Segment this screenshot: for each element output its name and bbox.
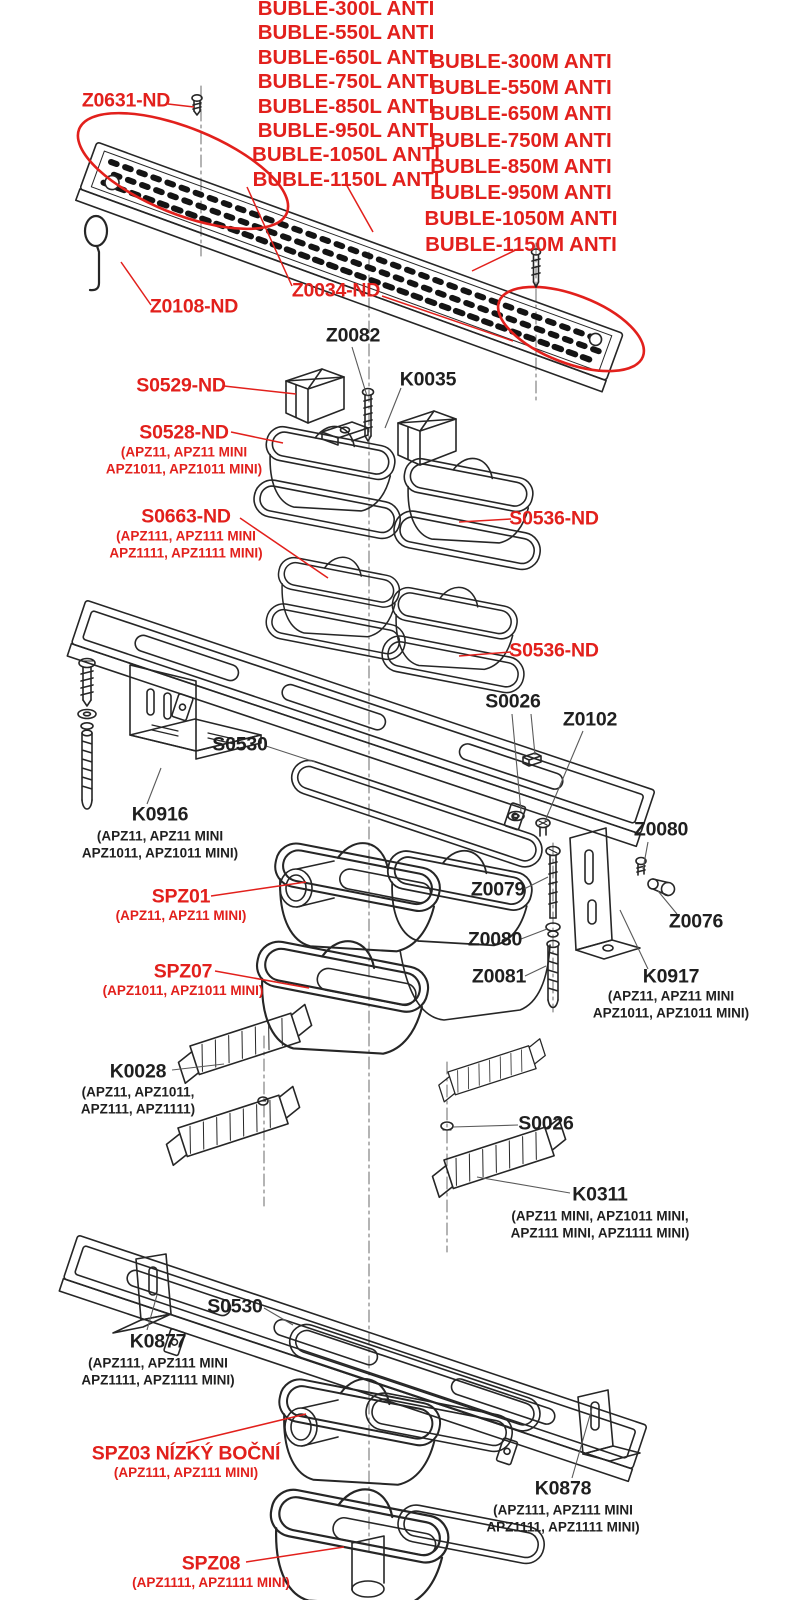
catalog-item: BUBLE-950L ANTI [257,119,435,143]
part-label-subline: (APZ111, APZ111 MINI [493,1502,633,1518]
part-label-z0080-2: Z0080 [467,928,523,951]
leader-line-s0663-nd [240,518,328,578]
leader-line-k0035 [385,388,401,428]
catalog-item: BUBLE-650L ANTI [257,45,435,69]
part-label-subline: APZ1111, APZ1111 MINI) [486,1519,640,1534]
leader-line-s0026-1b [531,714,535,755]
leader-line-z0034-nd-b [382,296,513,341]
leader-line-z0076 [658,891,677,914]
leader-line-z0034-nd-a [247,187,292,286]
part-label-subline: APZ1111, APZ1111 MINI) [81,1372,235,1387]
part-label-z0034-nd: Z0034-ND [291,279,381,302]
leader-line-z0081 [525,966,546,976]
leader-line-s0528-nd [231,432,283,443]
part-label-subline: (APZ11, APZ11 MINI [96,828,224,844]
leader-line-spz01 [211,882,306,896]
part-label-spz08: SPZ08 [181,1552,241,1575]
leader-line-s0530-1 [266,746,315,762]
catalog-item: BUBLE-850M ANTI [430,154,612,178]
leader-line-z0102 [545,731,583,821]
catalog-list-buble-m [425,49,618,259]
part-label-z0082: Z0082 [325,324,381,347]
part-label-s0026-1: S0026 [485,690,541,713]
catalog-item: BUBLE-550L ANTI [257,21,435,45]
part-label-s0528-nd: S0528-ND [139,421,229,444]
leader-line-s0026-1a [512,714,521,812]
part-label-z0631-nd: Z0631-ND [81,89,171,112]
part-label-s0530-1: S0530 [212,733,268,756]
catalog-item: BUBLE-1050L ANTI [252,143,440,167]
part-label-s0663-nd: S0663-ND [141,505,231,528]
catalog-item: BUBLE-950M ANTI [430,181,612,205]
part-label-subline: (APZ11 MINI, APZ1011 MINI, [511,1208,689,1224]
part-label-z0081: Z0081 [471,965,527,988]
leader-line-k0311 [477,1177,570,1193]
catalog-item: BUBLE-300L ANTI [257,0,435,20]
leader-line-spz07 [215,971,309,988]
leader-line-k0028 [172,1064,224,1070]
part-label-k0878: K0878 [534,1477,592,1500]
leader-line-s0530-2 [264,1308,293,1325]
part-label-subline: (APZ11, APZ11 MINI) [115,907,247,923]
catalog-item: BUBLE-650M ANTI [430,102,612,126]
part-label-subline: APZ1011, APZ1011 MINI) [105,461,263,476]
part-label-z0080-1: Z0080 [633,818,689,841]
catalog-item: BUBLE-850L ANTI [257,94,435,118]
leader-line-k0878 [572,1408,592,1478]
leader-line-s0536-nd-1 [459,519,511,522]
part-label-subline: (APZ1011, APZ1011 MINI) [102,982,264,998]
part-label-s0536-nd-2: S0536-ND [509,639,599,662]
leader-line-k0877 [147,1295,157,1330]
leader-line-z0082 [352,347,367,396]
part-label-spz07: SPZ07 [153,960,213,983]
part-label-subline: APZ1011, APZ1011 MINI) [592,1005,750,1020]
part-label-z0079: Z0079 [470,878,526,901]
leader-line-k0917 [620,910,648,969]
part-label-subline: (APZ11, APZ1011, [81,1084,195,1100]
part-label-spz03: SPZ03 NÍZKÝ BOČNÍ [91,1442,281,1465]
catalog-item: BUBLE-1050M ANTI [424,207,618,231]
part-label-subline: (APZ111, APZ111 MINI [88,1355,228,1371]
catalog-list-buble-l [252,0,440,192]
part-label-subline: APZ1111, APZ1111 MINI) [109,545,263,560]
part-label-subline: (APZ111, APZ111 MINI) [113,1464,259,1480]
part-label-subline: (APZ11, APZ11 MINI [120,444,248,460]
part-label-k0917: K0917 [642,965,700,988]
part-label-z0102: Z0102 [562,708,618,731]
catalog-item: BUBLE-550M ANTI [430,76,612,100]
part-label-subline: (APZ1111, APZ1111 MINI) [132,1574,290,1590]
catalog-item: BUBLE-750M ANTI [430,128,612,152]
part-label-subline: (APZ11, APZ11 MINI [607,988,735,1004]
catalog-item: BUBLE-300M ANTI [430,50,612,73]
catalog-item: BUBLE-750L ANTI [257,70,435,94]
part-label-s0026-2: S0026 [518,1112,574,1135]
part-label-subline: APZ111 MINI, APZ1111 MINI) [510,1225,690,1240]
leader-line-z0080-1 [643,842,648,869]
part-label-k0035: K0035 [399,368,457,391]
catalog-item: BUBLE-1150M ANTI [425,233,617,257]
part-label-s0529-nd: S0529-ND [136,374,226,397]
part-label-k0877: K0877 [129,1330,187,1353]
leader-line-spz03 [186,1414,306,1443]
part-label-k0916: K0916 [131,803,189,826]
leader-line-z0631-nd [168,104,194,107]
leader-line-s0536-nd-2 [459,652,511,656]
leader-line-spz08 [246,1547,344,1562]
part-label-s0530-2: S0530 [207,1295,263,1318]
part-label-subline: (APZ111, APZ111 MINI [116,528,256,544]
part-label-k0311: K0311 [572,1183,628,1206]
part-label-subline: APZ1011, APZ1011 MINI) [81,845,239,860]
part-label-z0108-nd: Z0108-ND [149,295,239,318]
leader-line-z0079 [524,877,548,889]
part-label-subline: APZ111, APZ1111) [80,1101,196,1116]
leader-line-s0026-2 [453,1125,518,1127]
leader-line-z0080-2 [521,929,547,939]
leader-line-s0529-nd [224,386,296,394]
catalog-item: BUBLE-1150L ANTI [252,167,440,191]
part-label-spz01: SPZ01 [151,885,211,908]
leader-line-z0108-nd [121,262,151,305]
leader-line-k0916 [147,768,161,804]
part-label-z0076: Z0076 [668,910,724,933]
part-label-k0028: K0028 [109,1060,167,1083]
part-label-s0536-nd-1: S0536-ND [509,507,599,530]
